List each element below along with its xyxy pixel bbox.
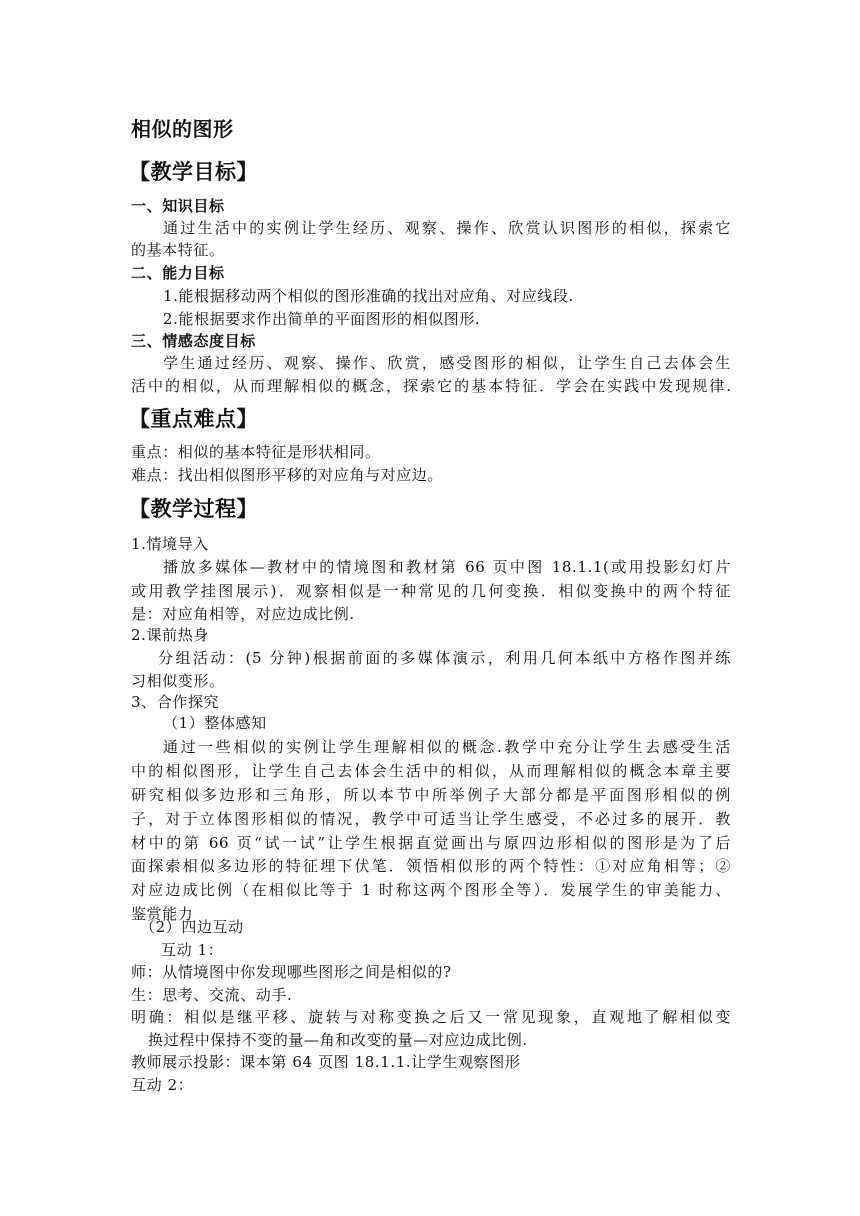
step-heading: 1.情境导入: [131, 535, 209, 553]
key-focus-line: 重点：相似的基本特征是形状相同。: [131, 443, 381, 461]
student-line: 生：思考、交流、动手.: [131, 986, 293, 1004]
paragraph-line: 教师展示投影：课本第 64 页图 18.1.1.让学生观察图形: [131, 1053, 521, 1071]
paragraph-line: 对应边成比例（在相似比等于 1 时称这两个图形全等）．发展学生的审美能力、: [131, 881, 731, 899]
paragraph-line: 1.能根据移动两个相似的图形准确的找出对应角、对应线段.: [163, 287, 574, 305]
paragraph-line: 活中的相似，从而理解相似的概念，探索它的基本特征．学会在实践中发现规律.: [131, 377, 731, 395]
paragraph-line: 研究相似多边形和三角形，所以本节中所举例子大部分都是平面图形相似的例: [131, 786, 731, 804]
objective-heading-ability: 二、能力目标: [131, 264, 225, 282]
paragraph-line: 习相似变形。: [131, 672, 225, 690]
paragraph-line: 明确：相似是继平移、旋转与对称变换之后又一常见现象，直观地了解相似变: [131, 1008, 731, 1026]
paragraph-line: 通过生活中的实例让学生经历、观察、操作、欣赏认识图形的相似，探索它: [163, 219, 731, 237]
interaction-heading: 互动 2：: [131, 1076, 194, 1094]
paragraph-line: 面探索相似多边形的特征埋下伏笔．领悟相似形的两个特性：①对应角相等；②: [131, 857, 731, 875]
paragraph-line: 或用教学挂图展示)．观察相似是一种常见的几何变换．相似变换中的两个特征: [131, 582, 731, 600]
paragraph-line: 通过一些相似的实例让学生理解相似的概念.教学中充分让学生去感受生活: [163, 738, 731, 756]
paragraph-line: 播放多媒体—教材中的情境图和教材第 66 页中图 18.1.1(或用投影幻灯片: [163, 558, 731, 576]
section-heading-key-points: 【重点难点】: [129, 407, 258, 431]
interaction-heading: 互动 1：: [161, 941, 224, 959]
section-heading-objectives: 【教学目标】: [129, 160, 258, 184]
paragraph-line: 材中的第 66 页“试一试”让学生根据直觉画出与原四边形相似的图形是为了后: [131, 834, 731, 852]
objective-heading-knowledge: 一、知识目标: [131, 197, 225, 215]
paragraph-line: 换过程中保持不变的量—角和改变的量—对应边成比例.: [148, 1031, 528, 1049]
teacher-line: 师：从情境图中你发现哪些图形之间是相似的?: [131, 963, 452, 981]
paragraph-line: 2.能根据要求作出简单的平面图形的相似图形.: [163, 310, 481, 328]
section-heading-process: 【教学过程】: [129, 497, 258, 521]
paragraph-line: 分组活动：(5 分钟)根据前面的多媒体演示，利用几何本纸中方格作图并练: [158, 649, 731, 667]
document-title: 相似的图形: [131, 117, 234, 141]
step-heading: 3、合作探究: [131, 693, 220, 711]
sub-heading: （1）整体感知: [163, 714, 267, 732]
key-difficulty-line: 难点：找出相似图形平移的对应角与对应边。: [131, 466, 444, 484]
step-heading: 2.课前热身: [131, 626, 209, 644]
paragraph-line: 是：对应角相等，对应边成比例.: [131, 605, 355, 623]
paragraph-line: 的基本特征。: [131, 241, 225, 259]
paragraph-line: 鉴赏能力: [131, 905, 194, 923]
objective-heading-attitude: 三、情感态度目标: [131, 332, 256, 350]
paragraph-line: 子，对于立体图形相似的情况，教学中可适当让学生感受，不必过多的展开．教: [131, 810, 731, 828]
paragraph-line: 学生通过经历、观察、操作、欣赏，感受图形的相似，让学生自己去体会生: [163, 354, 731, 372]
sub-heading: （2）四边互动: [140, 918, 244, 936]
paragraph-line: 中的相似图形，让学生自己去体会生活中的相似，从而理解相似的概念本章主要: [131, 762, 731, 780]
